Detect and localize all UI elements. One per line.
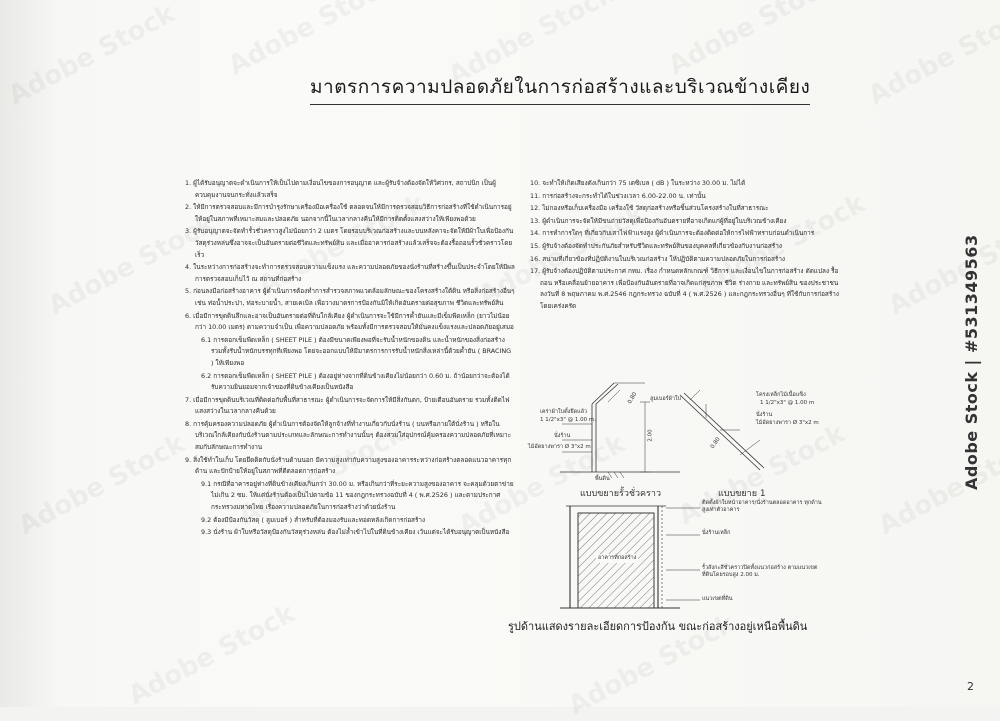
label-roof: เคร่าผ้าใบตั้งยึดแล้ว (540, 409, 588, 415)
clause-item: 17. ผู้รับจ้างต้องปฏิบัติตามประกาศ กทม. เรื่อง กำหนดหลักเกณฑ์ วิธีการ และเงื่อนไขในการก่อสร้าง ดัดแปลง รื้อถอน หรือเคลื่อนย้ายอาคาร เพื่อป้องกันอันตรายที่อาจเกิดแก่สุขภาพ ชีวิต ร่างกาย และทรัพย์สิน ของประชาชน ลงวันที่ 8 พฤษภาคม พ.ศ.2546 กฎกระทรวง ฉบับที่ 4 ( พ.ศ.2526 ) และกฎกระทรวงอื่นๆ ที่ใช้กับการก่อสร้างโดยเคร่งครัด (530, 267, 839, 310)
clause-item: 12. ไม่กองหรือเก็บเครื่องมือ เครื่องใช้ วัสดุก่อสร้างหรือชิ้นส่วนโครงสร้างในที่สาธารณะ (530, 204, 769, 213)
caption-fence-detail: แบบขยายรั้วชั่วคราว (580, 489, 661, 499)
label-spacing: 1 1/2"x3" @ 1.00 m. (540, 417, 597, 423)
canopy-line (680, 395, 760, 470)
sub-clause: 9.2 ต้องมีป้องกันวัสดุ ( ลูมเบอร์ ) สำหรับที่ต้องมองรับและทอดหลังเกิดการก่อสร้าง (201, 515, 426, 524)
label-post-2: ไม้อัดยางพารา Ø 3"x2 m (756, 420, 819, 426)
clause-item: 8. การคุ้มครองความปลอดภัย ผู้ดำเนินการต้องจัดให้ลูกจ้างที่ทำงานเกี่ยวกับนั่งร้าน ( บนหรือภายใต้นั่งร้าน ) หรือในบริเวณใกล้เคียงกับนั่งร้านตามประเภทและลักษณะการทำงานนั้นๆ ต้องสวมใส่อุปกรณ์คุ้มครองความปลอดภัยที่เหมาะสมกับลักษณะการทำงาน (185, 419, 512, 452)
label-lumber: ลูมเบอร์ผ้าใบ (650, 396, 682, 402)
clause-item: 7. เมื่อมีการขุดดินบริเวณที่ติดต่อกับพื้นที่สาธารณะ ผู้ดำเนินการจะจัดการให้มีสิ่งกันตก, ป้ายเตือนอันตราย รวมทั้งติดไฟแสงสว่างในเวลากลางคืนด้วย (185, 395, 510, 416)
ground-label: พื้นดิน (595, 476, 610, 482)
sub-clause: 6.1 การตอกเข็มพืดเหล็ก ( SHEET PILE ) ต้องมีขนาดเพียงพอที่จะรับน้ำหนักของดิน และน้ำหนักของสิ่งก่อสร้างรวมทั้งรับน้ำหนักบรรทุกที่เพียงพอ โดยจะออกแบบให้มีมาตรการการรับน้ำหนักสิ่งเหล่านี้ด้วยค้ำยัน ( BRACING ) ให้เพียงพอ (201, 335, 512, 367)
sub-clause: 6.2 การตอกเข็มพืดเหล็ก ( SHEET PILE ) ต้องอยู่ห่างจากที่ดินข้างเคียงไม่น้อยกว่า 0.60 ม. ถ้าน้อยกว่าจะต้องได้รับความยินยอมจากเจ้าของที่ดินข้างเคียงเป็นหนังสือ (201, 371, 510, 392)
dimension-label: 2.00 (647, 429, 654, 442)
clause-item: 1. ผู้ได้รับอนุญาตจะดำเนินการให้เป็นไปตามเงื่อนไขของการอนุญาต และผู้รับจ้างต้องจัดให้วิศวกร, สถาปนิก เป็นผู้ควบคุมงานจนกระทั่งแล้วเสร็จ (185, 179, 496, 199)
page-title: มาตรการความปลอดภัยในการก่อสร้างและบริเวณข้างเคียง (310, 72, 810, 105)
stock-id: Adobe Stock | #531349563 (962, 234, 981, 490)
note-canvas: ติดตั้งผ้าใบหน้าอาคาร/นั่งร้านตลอดอาคาร ทุกด้านสูงเท่าตัวอาคาร (702, 500, 822, 513)
label-scaffold: นั่งร้าน (554, 433, 571, 439)
page-number: 2 (967, 680, 974, 693)
fence-top-angle (592, 383, 614, 404)
dimension-label: 0.80 (627, 391, 639, 406)
sub-clause: 9.1 กรณีที่อาคารอยู่ห่างที่ดินข้างเคียงเกินกว่า 30.00 ม. หรือเกินกว่าที่ระยะความสูงของอาคาร จะคลุมด้วยตาข่ายไม่เกิน 2 ซม. ให้แต่นั่งร้านต้องเป็นไปตามข้อ 11 ของกฎกระทรวงฉบับที่ 4 ( พ.ศ.2526 ) และตามประกาศกระทรวงมหาดไทย เรื่องความปลอดภัยในการก่อสร้างว่าด้วยนั่งร้าน (201, 479, 514, 512)
label-post: ไม้อัดยางพารา Ø 3"x2 m (528, 444, 591, 450)
note-fence: รั้วสังกะสีชั่วคราวปิดทั้งแนวก่อสร้าง ตามแนวเขตที่ดินโดยรอบสูง 2.00 ม. (702, 565, 818, 578)
label-spacing-2: 1 1/2"x3" @ 1.00 m (760, 400, 815, 406)
clause-item: 13. ผู้ดำเนินการจะจัดให้มีขนถ่ายวัสดุเพื่อป้องกันอันตรายที่อาจเกิดแก่ผู้ที่อยู่ในบริเวณข้างเคียง (530, 216, 787, 225)
note-scaffold: นั่งร้านเหล็ก (702, 530, 731, 536)
clause-item: 15. ผู้รับจ้างต้องจัดทำประกันภัยสำหรับชีวิตและทรัพย์สินของบุคคลที่เกี่ยวข้องกับงานก่อสร้าง (530, 241, 782, 250)
clause-item: 11. การก่อสร้างจะกระทำได้ในช่วงเวลา 6.00-22.00 น. เท่านั้น (530, 191, 706, 200)
label-scaffold-2: นั่งร้าน (756, 412, 773, 418)
clause-item: 10. จะทำให้เกิดเสียงดังเกินกว่า 75 เดซิเบล ( dB ) ในระหว่าง 30.00 ม. ไม่ได้ (530, 179, 746, 187)
sub-clause: 9.3 นั่งร้าน ผ้าใบหรือวัสดุป้องกันวัสดุร่วงหล่น ต้องไม่ล้ำเข้าไปในที่ดินข้างเคียง เว้นแต่จะได้รับอนุญาตเป็นหนังสือ (201, 528, 510, 537)
fence-top-angle (596, 384, 618, 404)
clause-item: 9. สิ่งใช้ทำในเก็บ โดยยึดติดกับนั่งร้านด้านนอก มีความสูงเท่ากับความสูงของอาคารระหว่างก่อสร้างตลอดแนวอาคารทุกด้าน และปักป้ายให้อยู่ในสภาพที่ดีตลอดการก่อสร้าง (185, 455, 512, 476)
scaffold-detail-drawing (680, 390, 764, 470)
clause-item: 16. สนามที่เกี่ยวข้องที่ปฏิบัติงานในบริเวณก่อสร้าง ให้ปฏิบัติตามความปลอดภัยในการก่อสร้าง (530, 254, 786, 263)
label-roof-2: โครงเหล็กไม้เนื้อแข็ง (756, 392, 806, 398)
building-label: อาคารที่ก่อสร้าง (598, 555, 637, 561)
note-boundary: แนวเขตที่ดิน (702, 596, 733, 602)
clause-item: 2. ให้มีการตรวจสอบและมีการบำรุงรักษาเครื่องมือเครื่องใช้ ตลอดจนให้มีการตรวจสอบวิธีการก่อสร้างที่ใช้ดำเนินการอยู่ให้อยู่ในสภาพที่เหมาะสมและปลอดภัย นอกจากนี้ในเวลากลางคืนให้มีการติดตั้งแสงสว่างให้เพียงพอด้วย (185, 203, 512, 223)
clause-item: 6. เมื่อมีการขุดดินลึกและอาจเป็นอันตรายต่อที่ดินใกล้เคียง ผู้ดำเนินการจะใช้มีการค้ำยันและมีเข็มพืดเหล็ก (ยาวไม่น้อยกว่า 10.00 เมตร) ตามความจำเป็น เพื่อความปลอดภัย พร้อมทั้งมีการตรวจสอบให้มั่นคงแข็งแรงและปลอดภัยอยู่เสมอ (185, 311, 514, 332)
clause-item: 4. ในระหว่างการก่อสร้างจะทำการตรวจสอบความแข็งแรง และความปลอดภัยของนั่งร้านที่สร้างขึ้นเป็นประจำโดยให้มีผลการตรวจสอบเก็บไว้ ณ สถานที่ก่อสร้าง (185, 263, 515, 283)
dimension-label: 0.80 (709, 436, 722, 450)
figure-caption: รูปด้านแสดงรายละเอียดการป้องกัน ขณะก่อสร้างอยู่เหนือพื้นดิน (508, 620, 808, 633)
caption-detail-1: แบบขยาย 1 (718, 489, 766, 499)
clause-item: 14. การทำการใดๆ ที่เกี่ยวกับเสาไฟฟ้าแรงสูง ผู้ดำเนินการจะต้องติดต่อให้การไฟฟ้าทราบก่อนดำเนินการ (530, 229, 815, 238)
clause-item: 5. ก่อนลงมือก่อสร้างอาคาร ผู้ดำเนินการต้องทำการสำรวจสภาพแวดล้อมลักษณะของโครงสร้างใต้ดิน หรือสิ่งก่อสร้างอื่นๆ เช่น ท่อน้ำประปา, ท่อระบายน้ำ, สายเคเบิล เพื่อวางมาตรการป้องกันมิให้เกิดอันตรายต่อสุขภาพ ชีวิตและทรัพย์สิน (185, 287, 515, 307)
clause-item: 3. ผู้รับอนุญาตจะจัดทำรั้วชั่วคราวสูงไม่น้อยกว่า 2 เมตร โดยรอบบริเวณก่อสร้างและบนหลังคาจะจัดให้มีผ้าใบเพื่อป้องกันวัสดุร่วงหล่นซึ่งอาจจะเป็นอันตรายต่อชีวิตและทรัพย์สิน และเมื่ออาคารก่อสร้างแล้วเสร็จจะต้องรื้อถอนรั้วชั่วคราวโดยเร็ว (185, 227, 514, 259)
